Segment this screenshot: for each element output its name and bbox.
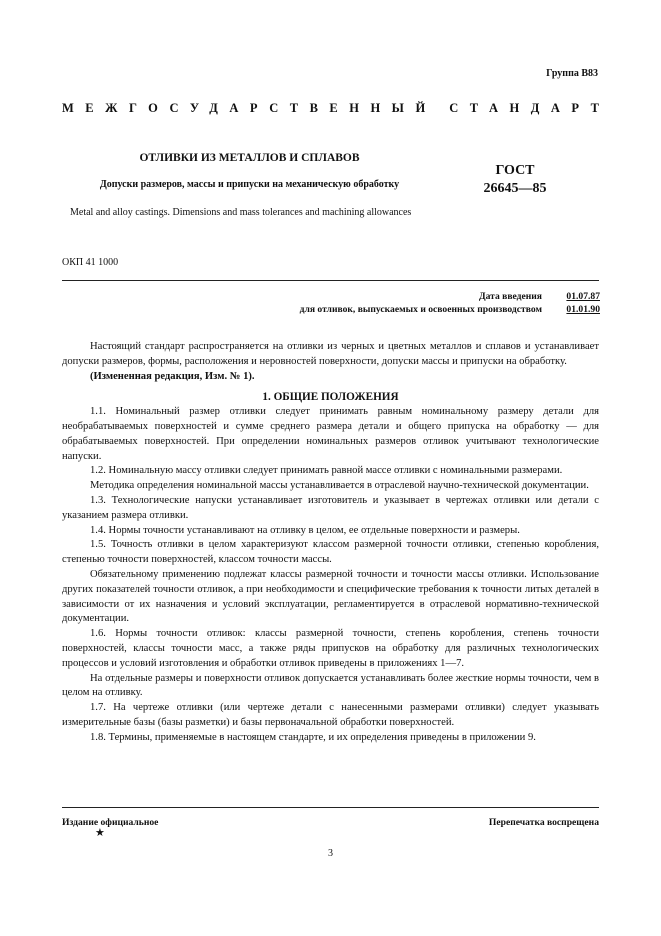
- paragraph-1-1: 1.1. Номинальный размер отливки следует принимать равным номинальному размеру детали для необрабатываемых поверхностей и сумме среднего размера детали и общего припуска на обработку — для обрабатываемых поверхностей. При определении номинальных размеров отливок учитывают технологические напуски.: [62, 406, 599, 462]
- intro-date-row: [300, 291, 600, 304]
- paragraph-revision-note: (Измененная редакция, Изм. № 1).: [90, 370, 255, 382]
- group-label: Группа В83: [546, 68, 598, 79]
- header-divider: [62, 280, 599, 281]
- document-body: [62, 340, 599, 746]
- paragraph-1-4: 1.4. Нормы точности устанавливают на отливку в целом, ее отдельные поверхности и размеры.: [90, 524, 520, 536]
- intro-date-value: 01.07.87: [566, 291, 600, 302]
- intro-date-row: [300, 304, 600, 317]
- paragraph-1-5: 1.5. Точность отливки в целом характеризуют классом размерной точности отливки, степенью коробления, степенью точности поверхностей, классом точности массы.: [62, 539, 599, 566]
- paragraph-1-2: 1.2. Номинальную массу отливки следует принимать равной массе отливки с номинальными размерами.: [90, 465, 563, 477]
- document-subtitle: Допуски размеров, массы и припуски на механическую обработку: [99, 179, 400, 190]
- document-title: ОТЛИВКИ ИЗ МЕТАЛЛОВ И СПЛАВОВ: [139, 152, 360, 164]
- english-title: Metal and alloy castings. Dimensions and mass tolerances and machining allowances: [70, 207, 412, 218]
- intro-date-value: 01.01.90: [566, 304, 600, 315]
- page-number: 3: [328, 848, 333, 859]
- paragraph-1-6: 1.6. Нормы точности отливок: классы размерной точности, степень коробления, степень точности поверхностей, классы точности масс, а также ряды припусков на обработку для различных технологических процессов и условий изготовления и обработки отливок приведены в приложениях 1—7.: [62, 628, 599, 669]
- paragraph-1-8: 1.8. Термины, применяемые в настоящем стандарте, и их определения приведены в приложении 9.: [90, 731, 536, 743]
- okp-code: ОКП 41 1000: [62, 257, 119, 268]
- intro-date-label: Дата введения: [478, 291, 542, 302]
- banner-right-word: СТАНДАРТ: [449, 101, 611, 115]
- intro-date-label: для отливок, выпускаемых и освоенных производством: [299, 304, 542, 315]
- gost-label: ГОСТ: [495, 163, 535, 178]
- paragraph-1-3: 1.3. Технологические напуски устанавливает изготовитель и указывает в чертежах отливки или детали с указанием размера отливки.: [62, 494, 599, 521]
- paragraph-1-5b: Обязательному применению подлежат классы размерной точности и точности массы отливки. Использование других показателей точности отливок, а при необходимости и специфические требования к точности литых деталей в зависимости от их назначения и условий эксплуатации, регламентируется в отраслевой нормативно-технической документации.: [62, 568, 599, 625]
- gost-number: 26645—85: [483, 181, 547, 196]
- paragraph-intro: Настоящий стандарт распространяется на отливки из черных и цветных металлов и сплавов и устанавливает допуски размеров, формы, расположения и неровностей поверхности, допуски массы и припуски на обработку.: [62, 341, 599, 367]
- footer-divider: [62, 807, 599, 808]
- banner-left-word: МЕЖГОСУДАРСТВЕННЫЙ: [62, 101, 437, 115]
- introduction-dates: [300, 291, 600, 317]
- standard-banner: [62, 101, 611, 116]
- paragraph-1-2b: Методика определения номинальной массы устанавливается в отраслевой научно-технической документации.: [90, 480, 589, 492]
- section-heading: 1. ОБЩИЕ ПОЛОЖЕНИЯ: [262, 391, 399, 404]
- paragraph-1-7: 1.7. На чертеже отливки (или чертеже детали с нанесенными размерами отливки) следует указывать измерительные базы (базы разметки) и базы первоначальной обработки поверхностей.: [62, 702, 599, 728]
- paragraph-1-6b: На отдельные размеры и поверхности отливок допускается устанавливать более жесткие нормы точности, чем в целом на отливку.: [62, 672, 599, 699]
- official-edition-label: Издание официальное: [62, 817, 159, 828]
- reprint-prohibited-label: Перепечатка воспрещена: [488, 817, 599, 828]
- star-icon: ★: [95, 827, 105, 839]
